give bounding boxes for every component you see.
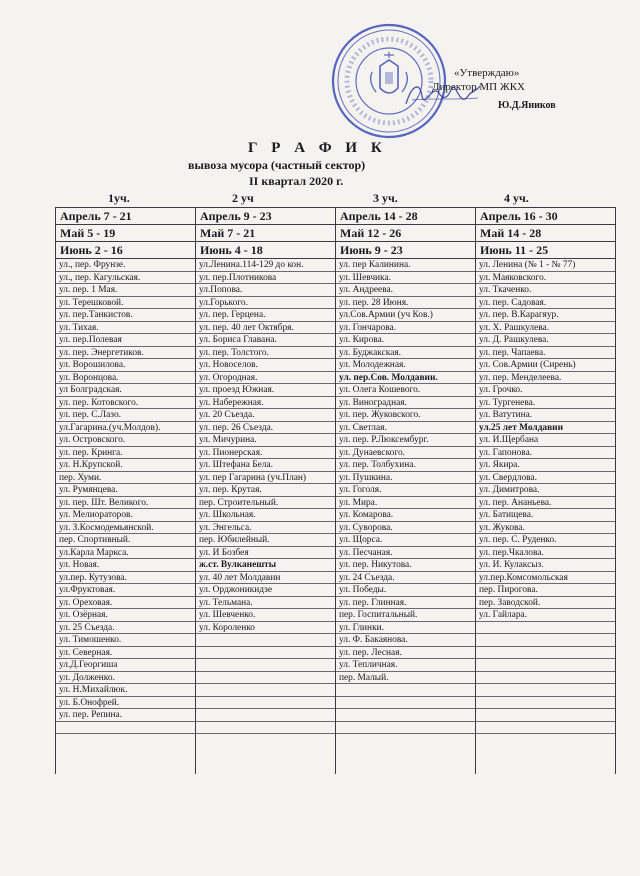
street-row: ул.Карла Маркса. xyxy=(56,547,195,560)
street-row xyxy=(476,697,615,710)
street-row: ул. Гапонова. xyxy=(476,447,615,460)
street-row: ул.25 лет Молдавии xyxy=(476,422,615,435)
street-row: ул. пер. Крутая. xyxy=(196,484,335,497)
street-row: ул. пер. Р.Люксембург. xyxy=(336,434,475,447)
schedule-date-row: Апрель 7 - 21 xyxy=(56,208,195,225)
street-row xyxy=(476,722,615,735)
street-row: ул. Свердлова. xyxy=(476,472,615,485)
street-row: ул. Озёрная. xyxy=(56,609,195,622)
schedule-date-row: Апрель 14 - 28 xyxy=(336,208,475,225)
street-row: ул. пер. Энергетиков. xyxy=(56,347,195,360)
street-row: пер. Заводской. xyxy=(476,597,615,610)
street-row: ул. пер. 40 лет Октября. xyxy=(196,322,335,335)
street-row: ул. пер. С. Руденко. xyxy=(476,534,615,547)
sector-heading-2: 2 уч xyxy=(232,191,254,205)
street-row: ул. Ватутина. xyxy=(476,409,615,422)
street-row: ул. Кирова. xyxy=(336,334,475,347)
street-row: ул. пер. Герцена. xyxy=(196,309,335,322)
sector-column-3 xyxy=(336,208,476,774)
street-row: ул. Победы. xyxy=(336,584,475,597)
street-row xyxy=(476,634,615,647)
street-row xyxy=(196,659,335,672)
street-row: ул. пер Гагарина (уч.План) xyxy=(196,472,335,485)
street-row: ул. пер. Толстого. xyxy=(196,347,335,360)
street-row: ул.Ленина.114-129 до кон. xyxy=(196,259,335,272)
street-row: ул. Ленина (№ 1 - № 77) xyxy=(476,259,615,272)
street-row: ул. пер.Полевая xyxy=(56,334,195,347)
street-row xyxy=(196,722,335,735)
street-row: ул. Тимошенко. xyxy=(56,634,195,647)
street-row: ул. Тельмана. xyxy=(196,597,335,610)
street-row: ул. Песчаная. xyxy=(336,547,475,560)
street-row: ул. Суворова. xyxy=(336,522,475,535)
schedule-table xyxy=(55,207,616,774)
street-row: ул. Ф. Бакаянова. xyxy=(336,634,475,647)
street-row: ул. Румянцева. xyxy=(56,484,195,497)
street-row: ул. Сов.Армии (Сирень) xyxy=(476,359,615,372)
street-row: ул. Тепличная. xyxy=(336,659,475,672)
street-row: ул. Х. Рашкулева. xyxy=(476,322,615,335)
street-row xyxy=(196,684,335,697)
street-row: пер. Хуми. xyxy=(56,472,195,485)
street-row: ул. Щорса. xyxy=(336,534,475,547)
street-row: ул. Школьная. xyxy=(196,509,335,522)
schedule-date-row: Май 5 - 19 xyxy=(56,225,195,242)
street-row: ул. пер. Котовского. xyxy=(56,397,195,410)
street-row: ул. пер. Менделеева. xyxy=(476,372,615,385)
street-row: ул. Тихая. xyxy=(56,322,195,335)
street-row: ул. Набережная. xyxy=(196,397,335,410)
street-row: ул. Н.Михайлюк. xyxy=(56,684,195,697)
street-row: ул. 25 Съезда. xyxy=(56,622,195,635)
street-row: ул. проезд Южная. xyxy=(196,384,335,397)
street-row: ул. И Бозбея xyxy=(196,547,335,560)
street-row: ул. Ворошилова. xyxy=(56,359,195,372)
street-row xyxy=(56,722,195,735)
street-row xyxy=(336,684,475,697)
street-row: ул. И. Кулаксыз. xyxy=(476,559,615,572)
street-row: ул. Огородная. xyxy=(196,372,335,385)
street-row: ул. пер.Танкистов. xyxy=(56,309,195,322)
street-row: ул. Молодежная. xyxy=(336,359,475,372)
street-row: ул. пер Калинина. xyxy=(336,259,475,272)
street-row: ул. Буджакская. xyxy=(336,347,475,360)
approval-signatory: Ю.Д.Яников xyxy=(498,100,556,111)
street-row: ул. пер. Шт. Великого. xyxy=(56,497,195,510)
street-row: ул. пер. С.Лазо. xyxy=(56,409,195,422)
street-row: пер. Спортивный. xyxy=(56,534,195,547)
street-row: ул. 24 Съезда. xyxy=(336,572,475,585)
street-row: ул. Маяковского. xyxy=(476,272,615,285)
street-row: ул. Б.Онофрей. xyxy=(56,697,195,710)
street-row: ул. Грочко. xyxy=(476,384,615,397)
street-row: ул. Штефана Бела. xyxy=(196,459,335,472)
street-row: ул. Терешковой. xyxy=(56,297,195,310)
street-row: ул. Мелиораторов. xyxy=(56,509,195,522)
street-row: ул. Светлая. xyxy=(336,422,475,435)
street-row xyxy=(336,722,475,735)
street-row: ул.пер. Кутузова. xyxy=(56,572,195,585)
street-row: ул. Пионерская. xyxy=(196,447,335,460)
street-row: ул.пер.Комсомольская xyxy=(476,572,615,585)
street-row: ул. пер. Кринга. xyxy=(56,447,195,460)
street-row: ул. Гончарова. xyxy=(336,322,475,335)
street-row: ул. Жукова. xyxy=(476,522,615,535)
street-row: ул. Энгельса. xyxy=(196,522,335,535)
street-row: пер. Малый. xyxy=(336,672,475,685)
street-row: ул. Новоселов. xyxy=(196,359,335,372)
street-row: ул. пер.Сов. Молдавии. xyxy=(336,372,475,385)
street-row: ул Болградская. xyxy=(56,384,195,397)
street-row: ул. Ореховая. xyxy=(56,597,195,610)
sector-heading-1: 1уч. xyxy=(108,191,130,205)
street-row: ул. Н.Крупской. xyxy=(56,459,195,472)
street-row: ул.Фруктовая. xyxy=(56,584,195,597)
schedule-date-row: Июнь 11 - 25 xyxy=(476,242,615,259)
approval-heading: «Утверждаю» xyxy=(454,67,520,79)
street-row xyxy=(196,697,335,710)
street-row: ул.Гагарина.(уч.Молдов). xyxy=(56,422,195,435)
street-row xyxy=(336,709,475,722)
document-period: II квартал 2020 г. xyxy=(249,174,344,188)
street-row xyxy=(476,672,615,685)
street-row: ул. Мичурина. xyxy=(196,434,335,447)
street-row: ул. И.Щербана xyxy=(476,434,615,447)
street-row: ул. пер. 28 Июня. xyxy=(336,297,475,310)
sector-column-4 xyxy=(476,208,616,774)
sector-heading-3: 3 уч. xyxy=(373,191,398,205)
street-row xyxy=(196,672,335,685)
street-row xyxy=(196,709,335,722)
street-row: ул. пер. Толбухина. xyxy=(336,459,475,472)
street-row: ул. Долженко. xyxy=(56,672,195,685)
street-row: ул. пер. Репина. xyxy=(56,709,195,722)
schedule-date-row: Июнь 2 - 16 xyxy=(56,242,195,259)
approval-position: Директор МП ЖКХ xyxy=(432,81,525,93)
street-row: ул., пер. Кагульская. xyxy=(56,272,195,285)
street-row: ул. Островского. xyxy=(56,434,195,447)
street-row: ул. пер. Ананьева. xyxy=(476,497,615,510)
schedule-date-row: Май 7 - 21 xyxy=(196,225,335,242)
street-row: ул. пер. 26 Съезда. xyxy=(196,422,335,435)
street-row xyxy=(476,622,615,635)
sector-column-2 xyxy=(196,208,336,774)
street-row: ул. Батищева. xyxy=(476,509,615,522)
street-row: ул.Горького. xyxy=(196,297,335,310)
street-row: ул.Сов.Армии (уч Ков.) xyxy=(336,309,475,322)
street-row: ул. Пушкина. xyxy=(336,472,475,485)
street-row: ул. Глинки. xyxy=(336,622,475,635)
schedule-date-row: Июнь 9 - 23 xyxy=(336,242,475,259)
street-row: ул. 20 Съезда. xyxy=(196,409,335,422)
street-row: ул. пер. Глинная. xyxy=(336,597,475,610)
schedule-date-row: Май 14 - 28 xyxy=(476,225,615,242)
schedule-date-row: Июнь 4 - 18 xyxy=(196,242,335,259)
street-row: ул. Дунаевского. xyxy=(336,447,475,460)
street-row: ул. Шевченко. xyxy=(196,609,335,622)
street-row xyxy=(476,684,615,697)
street-row: ул. Шевчика. xyxy=(336,272,475,285)
street-row: ул. пер. В.Карагяур. xyxy=(476,309,615,322)
street-row: ул. пер. 1 Мая. xyxy=(56,284,195,297)
street-row: пер. Юбилейный. xyxy=(196,534,335,547)
street-row: ул. 40 лет Молдавии xyxy=(196,572,335,585)
street-row: пер. Пирогова. xyxy=(476,584,615,597)
street-row: ул. З.Космодемьянской. xyxy=(56,522,195,535)
street-row: ж.ст. Вулканешты xyxy=(196,559,335,572)
street-row: ул. пер. Чапаева. xyxy=(476,347,615,360)
street-row: ул. Новая. xyxy=(56,559,195,572)
schedule-date-row: Апрель 16 - 30 xyxy=(476,208,615,225)
sector-heading-4: 4 уч. xyxy=(504,191,529,205)
document-title: Г Р А Ф И К xyxy=(248,140,387,156)
street-row xyxy=(196,647,335,660)
street-row: ул. пер. Лесная. xyxy=(336,647,475,660)
street-row: ул. Гоголя. xyxy=(336,484,475,497)
street-row: ул. Мира. xyxy=(336,497,475,510)
street-row xyxy=(476,709,615,722)
street-row: ул. Орджоникидзе xyxy=(196,584,335,597)
street-row: ул. Андреева. xyxy=(336,284,475,297)
street-row: ул. Короленко xyxy=(196,622,335,635)
street-row xyxy=(476,647,615,660)
street-row: ул. Северная. xyxy=(56,647,195,660)
street-row: пер. Строительный. xyxy=(196,497,335,510)
street-row: ул. Якира. xyxy=(476,459,615,472)
street-row: ул. пер.Плотникова xyxy=(196,272,335,285)
street-row: ул. Олега Кошевого. xyxy=(336,384,475,397)
sector-column-1 xyxy=(56,208,196,774)
street-row: ул.Попова. xyxy=(196,284,335,297)
street-row: ул. Виноградная. xyxy=(336,397,475,410)
street-row: ул. Тургенева. xyxy=(476,397,615,410)
street-row: ул. пер. Никутова. xyxy=(336,559,475,572)
street-row xyxy=(336,697,475,710)
street-row: пер. Госпитальный. xyxy=(336,609,475,622)
street-row: ул. Воронцова. xyxy=(56,372,195,385)
schedule-date-row: Апрель 9 - 23 xyxy=(196,208,335,225)
street-row: ул. пер. Садовая. xyxy=(476,297,615,310)
street-row: ул. Димитрова. xyxy=(476,484,615,497)
street-row: ул. Гайлара. xyxy=(476,609,615,622)
street-row: ул. Комарова. xyxy=(336,509,475,522)
schedule-date-row: Май 12 - 26 xyxy=(336,225,475,242)
street-row: ул. пер.Чкалова. xyxy=(476,547,615,560)
document-subtitle: вывоза мусора (частный сектор) xyxy=(188,158,366,172)
street-row: ул., пер. Фрунзе. xyxy=(56,259,195,272)
street-row: ул. Ткаченко. xyxy=(476,284,615,297)
street-row: ул. пер. Жуковского. xyxy=(336,409,475,422)
street-row: ул. Бориса Главана. xyxy=(196,334,335,347)
street-row xyxy=(196,634,335,647)
street-row: ул.Д.Георгиша xyxy=(56,659,195,672)
street-row xyxy=(476,659,615,672)
street-row: ул. Д. Рашкулева. xyxy=(476,334,615,347)
